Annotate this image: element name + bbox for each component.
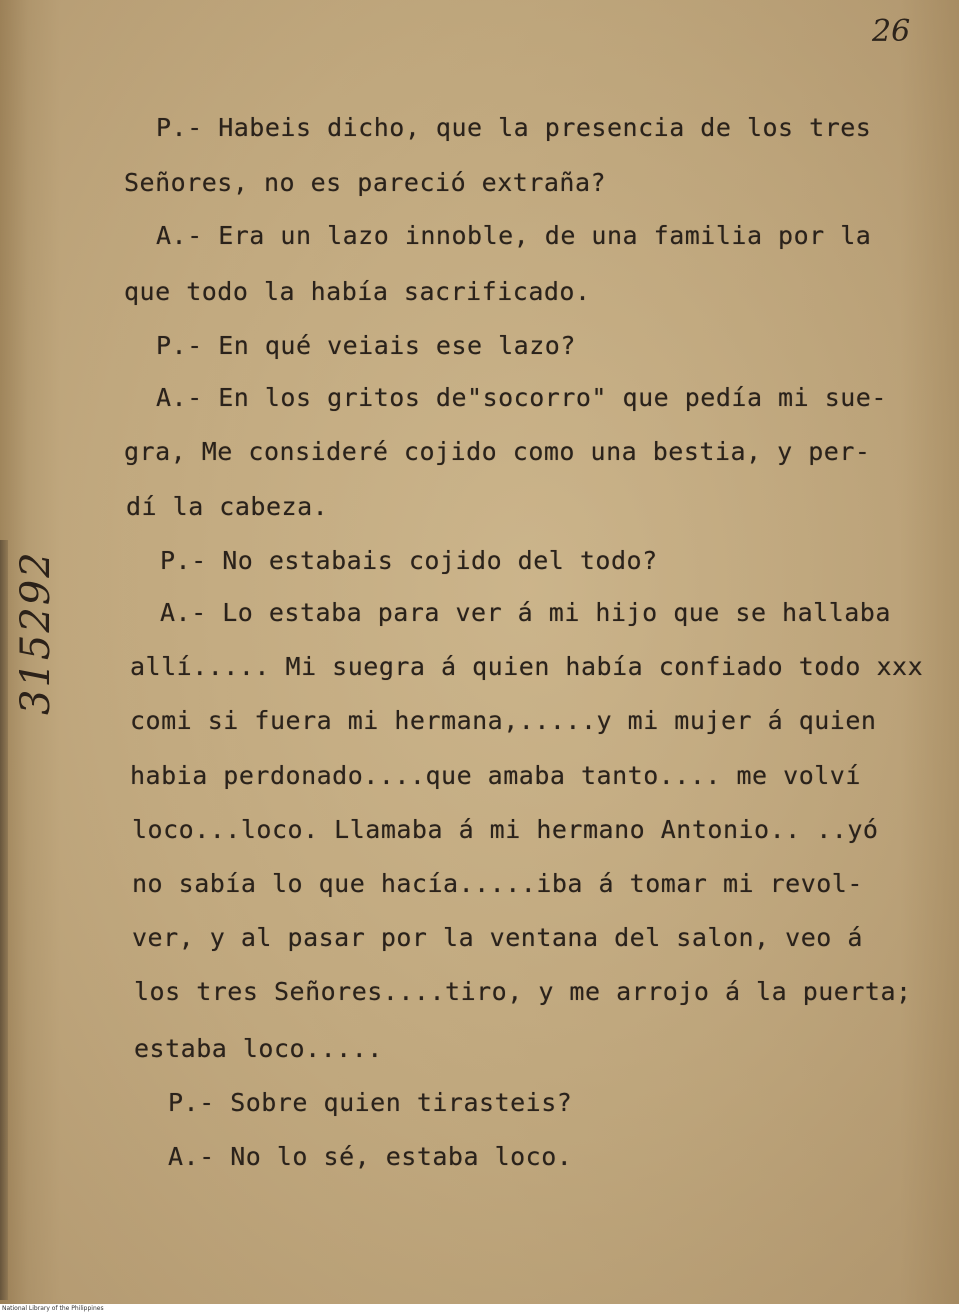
text-line: A.- En los gritos de"socorro" que pedía mi sue- bbox=[156, 383, 887, 412]
text-line: P.- No estabais cojido del todo? bbox=[160, 546, 658, 575]
text-line: gra, Me consideré cojido como una bestia, y per- bbox=[124, 437, 871, 466]
text-line: P.- Habeis dicho, que la presencia de los tres bbox=[156, 113, 872, 142]
text-line: loco...loco. Llamaba á mi hermano Antonio.. ..yó bbox=[132, 815, 879, 844]
text-line: P.- Sobre quien tirasteis? bbox=[168, 1088, 573, 1117]
text-line: comi si fuera mi hermana,.....y mi mujer á quien bbox=[130, 706, 877, 735]
footer-bar bbox=[0, 1304, 959, 1313]
text-line: Señores, no es pareció extraña? bbox=[124, 168, 607, 197]
handwritten-catalog-number: 315292 bbox=[13, 550, 59, 715]
text-line: los tres Señores....tiro, y me arrojo á la puerta; bbox=[134, 977, 912, 1006]
text-line: que todo la había sacrificado. bbox=[124, 277, 591, 306]
text-line: ver, y al pasar por la ventana del salon, veo á bbox=[132, 923, 863, 952]
footer-credit: National Library of the Philippines bbox=[2, 1305, 104, 1312]
text-line: habia perdonado....que amaba tanto.... me volví bbox=[130, 761, 861, 790]
text-line: P.- En qué veiais ese lazo? bbox=[156, 331, 576, 360]
text-line: A.- Era un lazo innoble, de una familia por la bbox=[156, 221, 872, 250]
text-line: A.- No lo sé, estaba loco. bbox=[168, 1142, 573, 1171]
text-line: no sabía lo que hacía.....iba á tomar mi revol- bbox=[132, 869, 863, 898]
page-number: 26 bbox=[872, 14, 911, 49]
text-line: allí..... Mi suegra á quien había confiado todo xxx bbox=[130, 652, 924, 681]
text-line: estaba loco..... bbox=[134, 1034, 383, 1063]
text-line: A.- Lo estaba para ver á mi hijo que se hallaba bbox=[160, 598, 891, 627]
text-line: dí la cabeza. bbox=[126, 492, 329, 521]
